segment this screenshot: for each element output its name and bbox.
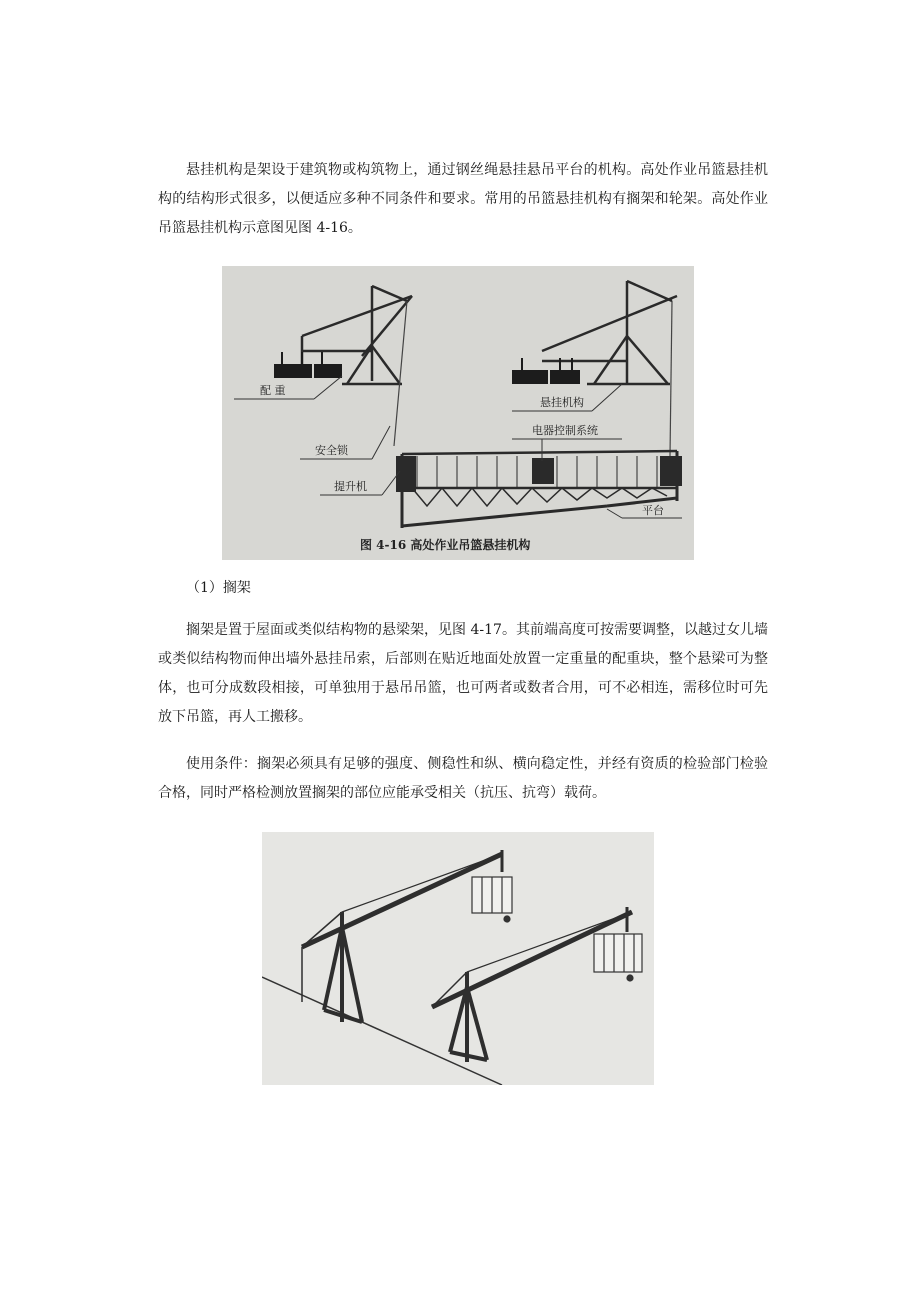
electrical-control-box bbox=[532, 458, 554, 484]
section-heading: （1）搁架 bbox=[186, 580, 251, 596]
label-platform: 平台 bbox=[642, 504, 664, 517]
figure-caption: 图 4-16 高处作业吊篮悬挂机构 bbox=[360, 538, 531, 552]
hoist-right bbox=[660, 456, 682, 486]
suspension-mechanism-illustration bbox=[222, 266, 694, 560]
paragraph-intro: 悬挂机构是架设于建筑物或构筑物上，通过钢丝绳悬挂悬吊平台的机构。高处作业吊篮悬挂机构的结构形式很多，以便适应多种不同条件和要求。常用的吊篮悬挂机构有搁架和轮架。高处作业吊篮悬挂机构示意图见图 4-16。 bbox=[158, 162, 768, 236]
shelf-illustration bbox=[262, 832, 654, 1085]
label-suspension: 悬挂机构 bbox=[540, 396, 584, 409]
paragraph-usage-conditions: 使用条件：搁架必须具有足够的强度、侧稳性和纵、横向稳定性，并经有资质的检验部门检验合格，同时严格检测放置搁架的部位应能承受相关（抗压、抗弯）载荷。 bbox=[158, 756, 768, 801]
figure-4-16 bbox=[222, 266, 694, 560]
label-safety-lock: 安全锁 bbox=[315, 444, 348, 457]
paragraph-shelf-description: 搁架是置于屋面或类似结构物的悬梁架，见图 4-17。其前端高度可按需要调整，以越过女儿墙或类似结构物而伸出墙外悬挂吊索，后部则在贴近地面处放置一定重量的配重块，整个悬梁可为整体，也可分成数段相接，可单独用于悬吊吊篮，也可两者或数者合用，可不必相连，需移位时可先放下吊篮，再人工搬移。 bbox=[158, 622, 768, 725]
hoist-left bbox=[396, 456, 416, 492]
figure-4-17 bbox=[262, 832, 654, 1085]
label-counterweight: 配 重 bbox=[260, 384, 286, 397]
label-hoist: 提升机 bbox=[334, 480, 367, 493]
label-electrical: 电器控制系统 bbox=[532, 424, 598, 437]
